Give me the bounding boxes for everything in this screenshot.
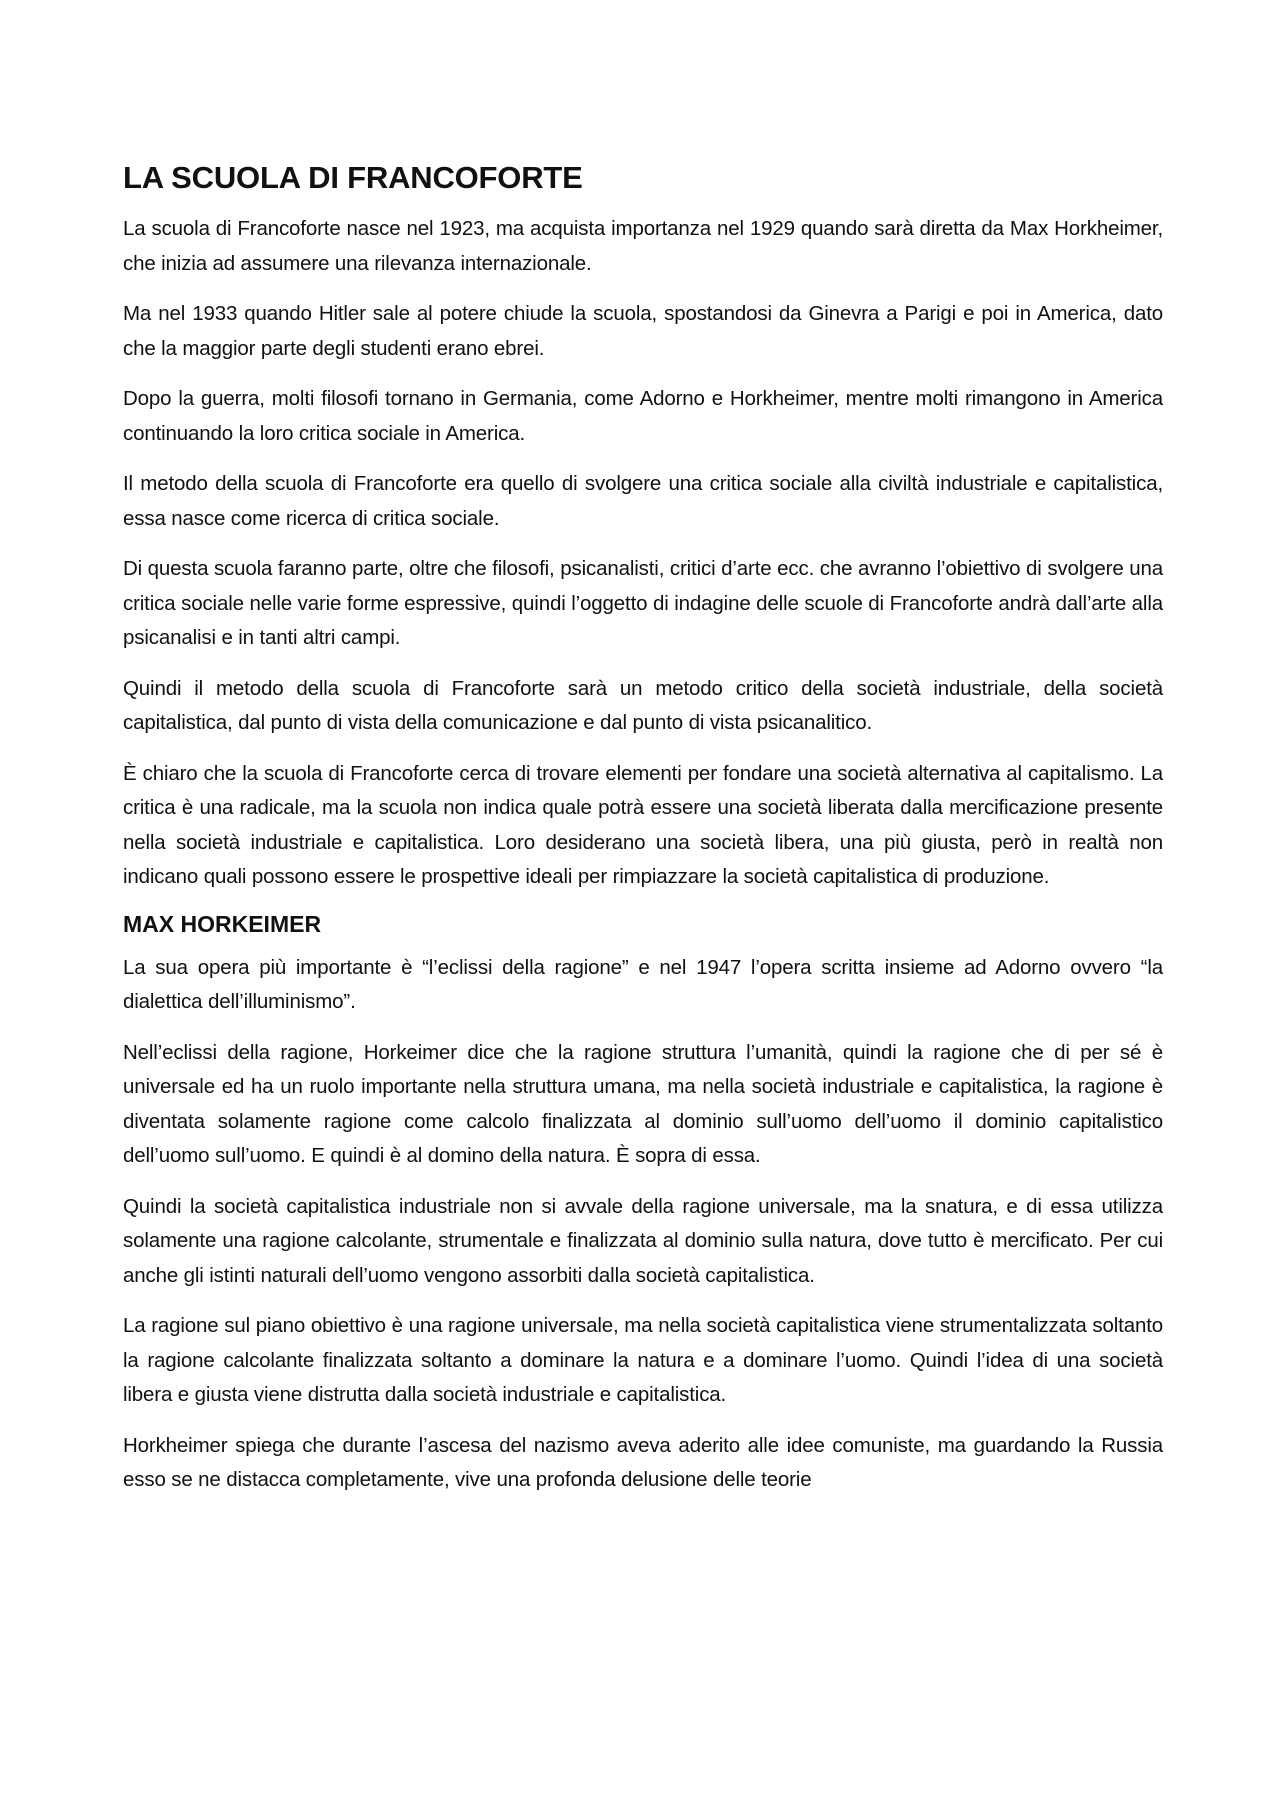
paragraph: Ma nel 1933 quando Hitler sale al potere chiude la scuola, spostandosi da Ginevra a Parigi e poi in America, dato che la maggior parte degli studenti erano ebrei. — [123, 302, 1163, 360]
document-body — [123, 160, 1163, 1514]
paragraph: È chiaro che la scuola di Francoforte cerca di trovare elementi per fondare una società alternativa al capitalismo. La critica è una radicale, ma la scuola non indica quale potrà essere una società liberata dalla mercificazione presente nella società industriale e capitalistica. Loro desiderano una società libera, una più giusta, però in realtà non indicano quali possono essere le prospettive ideali per rimpiazzare la società capitalistica di produzione. — [123, 761, 1163, 888]
paragraph: Nell’eclissi della ragione, Horkeimer dice che la ragione struttura l’umanità, quindi la ragione che di per sé è universale ed ha un ruolo importante nella struttura umana, ma nella società industriale e capitalistica, la ragione è diventata solamente ragione come calcolo finalizzata al dominio sull’uomo dell’uomo il dominio capitalistico dell’uomo sull’uomo. E quindi è al domino della natura. È sopra di essa. — [123, 1040, 1163, 1167]
document-title: LA SCUOLA DI FRANCOFORTE — [123, 160, 583, 195]
paragraph: La ragione sul piano obiettivo è una ragione universale, ma nella società capitalistica viene strumentalizzata soltanto la ragione calcolante finalizzata soltanto a dominare la natura e a dominare l’uomo. Quindi l’idea di una società libera e giusta viene distrutta dalla società industriale e capitalistica. — [123, 1314, 1163, 1406]
paragraph: La scuola di Francoforte nasce nel 1923, ma acquista importanza nel 1929 quando sarà diretta da Max Horkheimer, che inizia ad assumere una rilevanza internazionale. — [123, 217, 1163, 275]
paragraph: Dopo la guerra, molti filosofi tornano in Germania, come Adorno e Horkheimer, mentre molti rimangono in America continuando la loro critica sociale in America. — [123, 387, 1163, 445]
paragraph: Il metodo della scuola di Francoforte era quello di svolgere una critica sociale alla civiltà industriale e capitalistica, essa nasce come ricerca di critica sociale. — [123, 472, 1163, 530]
paragraph: Quindi il metodo della scuola di Francoforte sarà un metodo critico della società industriale, della società capitalistica, dal punto di vista della comunicazione e dal punto di vista psicanalitico. — [123, 676, 1163, 734]
paragraph: Quindi la società capitalistica industriale non si avvale della ragione universale, ma la snatura, e di essa utilizza solamente una ragione calcolante, strumentale e finalizzata al dominio sulla natura, dove tutto è mercificato. Per cui anche gli istinti naturali dell’uomo vengono assorbiti dalla società capitalistica. — [123, 1194, 1163, 1287]
paragraph: Di questa scuola faranno parte, oltre che filosofi, psicanalisti, critici d’arte ecc. che avranno l’obiettivo di svolgere una critica sociale nelle varie forme espressive, quindi l’oggetto di indagine delle scuole di Francoforte andrà dall’arte alla psicanalisi e in tanti altri campi. — [123, 557, 1163, 649]
paragraph: La sua opera più importante è “l’eclissi della ragione” e nel 1947 l’opera scritta insieme ad Adorno ovvero “la dialettica dell’illuminismo”. — [123, 955, 1163, 1013]
section-heading: MAX HORKEIMER — [123, 910, 322, 937]
paragraph: Horkheimer spiega che durante l’ascesa del nazismo aveva aderito alle idee comuniste, ma guardando la Russia esso se ne distacca completamente, vive una profonda delusione delle teorie — [123, 1433, 1163, 1491]
